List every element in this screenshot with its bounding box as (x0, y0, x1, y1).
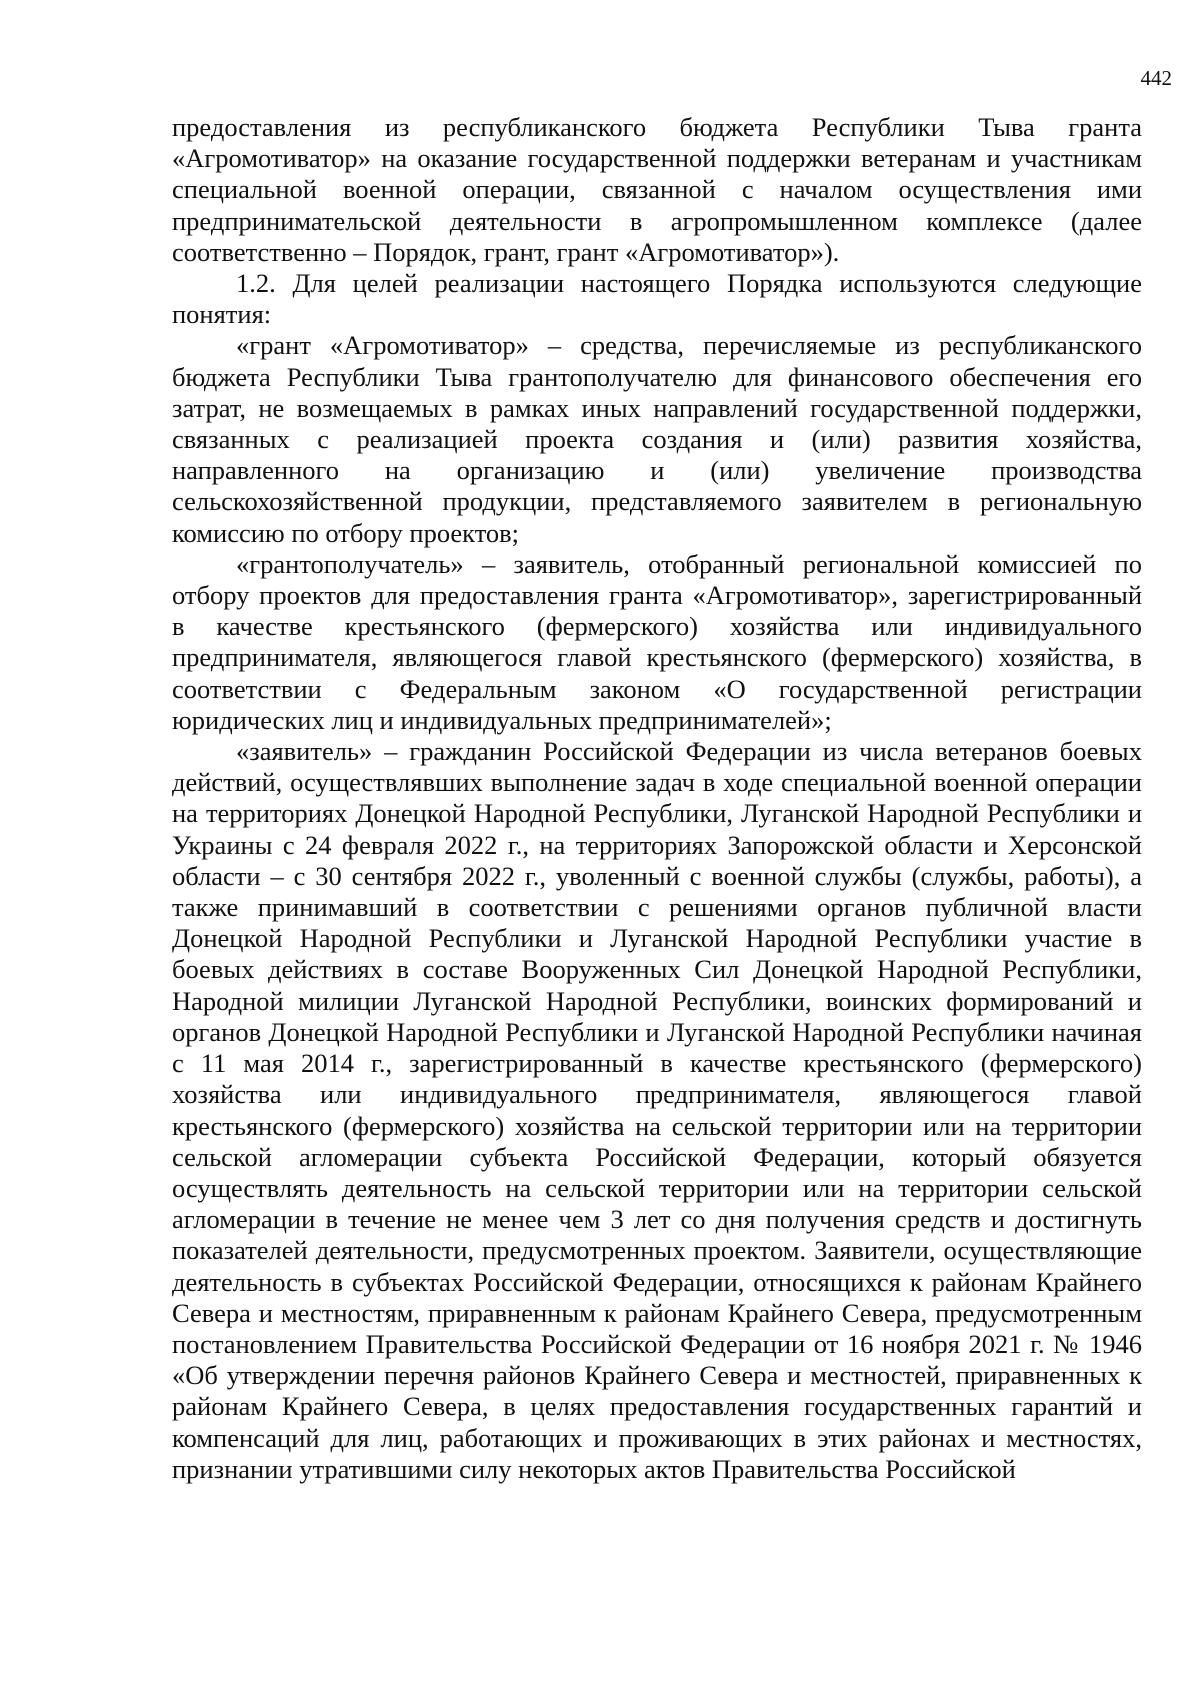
paragraph-definition-grant: «грант «Агромотиватор» – средства, перечисляемые из республиканского бюджета Республики Тыва грантополучателю для финансового обеспечения его затрат, не возмещаемых в рамках иных направлений государственной поддержки, связанных с реализацией проекта создания и (или) развития хозяйства, направленного на организацию и (или) увеличение производства сельскохозяйственной продукции, представляемого заявителем в региональную комиссию по отбору проектов; (172, 330, 1142, 548)
paragraph-item-1-2: 1.2. Для целей реализации настоящего Порядка используются следующие понятия: (172, 268, 1142, 330)
page-number: 442 (1140, 66, 1172, 90)
paragraph-continuation: предоставления из республиканского бюджета Республики Тыва гранта «Агромотиватор» на оказание государственной поддержки ветеранам и участникам специальной военной операции, связанной с началом осуществления ими предпринимательской деятельности в агропромышленном комплексе (далее соответственно – Порядок, грант, грант «Агромотиватор»). (172, 112, 1142, 267)
paragraph-definition-grantee: «грантополучатель» – заявитель, отобранный региональной комиссией по отбору проектов для предоставления гранта «Агромотиватор», зарегистрированный в качестве крестьянского (фермерского) хозяйства или индивидуального предпринимателя, являющегося главой крестьянского (фермерского) хозяйства, в соответствии с Федеральным законом «О государственной регистрации юридических лиц и индивидуальных предпринимателей»; (172, 548, 1142, 735)
document-body (172, 112, 1142, 1485)
paragraph-definition-applicant: «заявитель» – гражданин Российской Федерации из числа ветеранов боевых действий, осуществлявших выполнение задач в ходе специальной военной операции на территориях Донецкой Народной Республики, Луганской Народной Республики и Украины с 24 февраля 2022 г., на территориях Запорожской области и Херсонской области – с 30 сентября 2022 г., уволенный с военной службы (службы, работы), а также принимавший в соответствии с решениями органов публичной власти Донецкой Народной Республики и Луганской Народной Республики участие в боевых действиях в составе Вооруженных Сил Донецкой Народной Республики, Народной милиции Луганской Народной Республики, воинских формирований и органов Донецкой Народной Республики и Луганской Народной Республики начиная с 11 мая 2014 г., зарегистрированный в качестве крестьянского (фермерского) хозяйства или индивидуального предпринимателя, являющегося главой крестьянского (фермерского) хозяйства на сельской территории или на территории сельской агломерации субъекта Российской Федерации, который обязуется осуществлять деятельность на сельской территории или на территории сельской агломерации в течение не менее чем 3 лет со дня получения средств и достигнуть показателей деятельности, предусмотренных проектом. Заявители, осуществляющие деятельность в субъектах Российской Федерации, относящихся к районам Крайнего Севера и местностям, приравненным к районам Крайнего Севера, предусмотренным постановлением Правительства Российской Федерации от 16 ноября 2021 г. № 1946 «Об утверждении перечня районов Крайнего Севера и местностей, приравненных к районам Крайнего Севера, в целях предоставления государственных гарантий и компенсаций для лиц, работающих и проживающих в этих районах и местностях, признании утратившими силу некоторых актов Правительства Российской (172, 736, 1142, 1484)
